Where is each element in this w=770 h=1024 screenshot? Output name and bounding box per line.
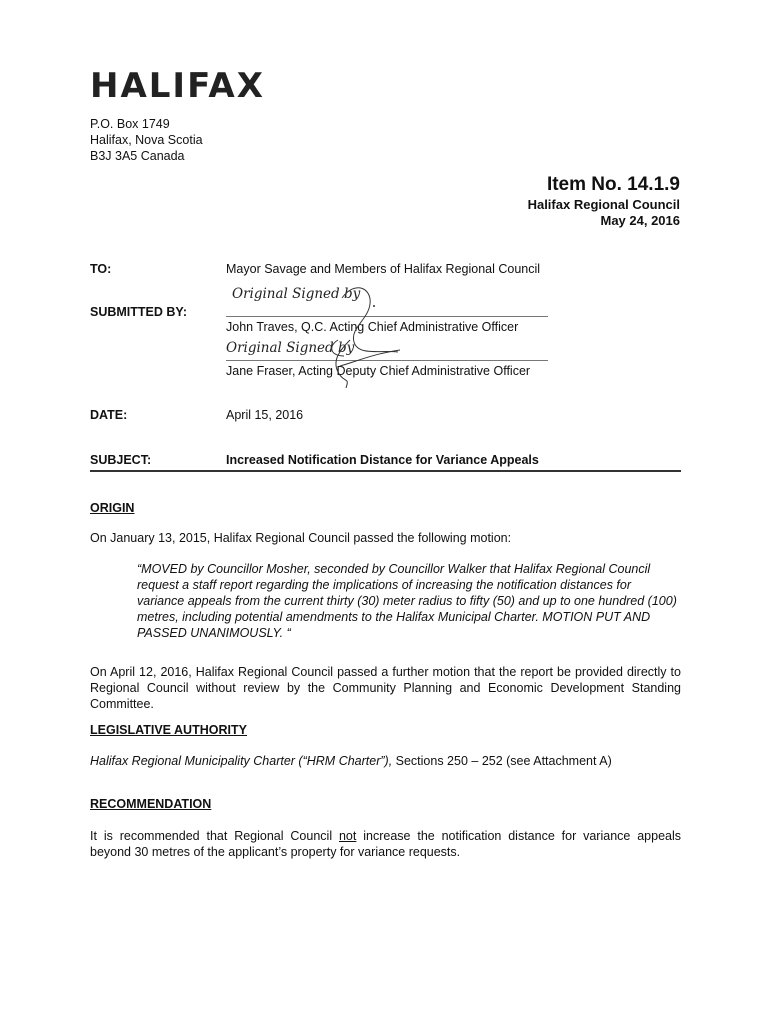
halifax-logo: HALIFAX: [90, 66, 265, 106]
date-value: April 15, 2016: [226, 408, 304, 422]
date-label: DATE:: [90, 408, 128, 422]
subject-label: SUBJECT:: [90, 453, 152, 467]
signature-1: Original Signed by: [232, 286, 361, 302]
origin-heading: ORIGIN: [90, 501, 135, 515]
recommendation-paragraph: [90, 828, 681, 860]
meeting-date: May 24, 2016: [600, 213, 680, 228]
recommendation-not: not: [338, 829, 357, 843]
motion-line: request a staff report regarding the implications of increasing the notification distances for: [137, 578, 632, 592]
legislative-paragraph: [90, 753, 681, 769]
to-value: Mayor Savage and Members of Halifax Regional Council: [226, 262, 541, 276]
charter-title: Halifax Regional Municipality Charter (“HRM Charter”),: [90, 754, 393, 768]
recommendation-heading: RECOMMENDATION: [90, 797, 212, 811]
signature-2: Original Signed by: [226, 340, 355, 356]
submitter-2: Jane Fraser, Acting Deputy Chief Administrative Officer: [226, 364, 531, 378]
motion-line: PASSED UNANIMOUSLY. “: [137, 626, 291, 640]
origin-intro: On January 13, 2015, Halifax Regional Council passed the following motion:: [90, 531, 512, 545]
mailing-address: [90, 116, 203, 164]
charter-sections: Sections 250 – 252 (see Attachment A): [392, 754, 612, 768]
motion-line: variance appeals from the current thirty (30) meter radius to fifty (50) and up to one hundred (100): [137, 594, 677, 608]
to-label: TO:: [90, 262, 112, 276]
council-block: [528, 197, 680, 229]
motion-quote: [137, 561, 682, 641]
address-line: P.O. Box 1749: [90, 117, 170, 131]
item-number: Item No. 14.1.9: [546, 174, 680, 195]
submitted-by-label: SUBMITTED BY:: [90, 305, 187, 319]
submitter-1: John Traves, Q.C. Acting Chief Administrative Officer: [226, 320, 519, 334]
address-line: Halifax, Nova Scotia: [90, 133, 203, 147]
recommendation-text: increase the notification distance for variance appeals beyond 30 metres of the applicant’s property for variance requests.: [90, 829, 682, 859]
council-name: Halifax Regional Council: [527, 197, 680, 212]
recommendation-text: It is recommended that Regional Council: [90, 829, 339, 843]
address-line: B3J 3A5 Canada: [90, 149, 185, 163]
legislative-heading: LEGISLATIVE AUTHORITY: [90, 723, 247, 737]
april-motion-paragraph: On April 12, 2016, Halifax Regional Council passed a further motion that the report be provided directly to Regional Council without review by the Community Planning and Economic Development Standing Committee.: [90, 665, 681, 711]
motion-line: “MOVED by Councillor Mosher, seconded by Councillor Walker that Halifax Regional Council: [137, 562, 651, 576]
header-divider: [90, 470, 681, 472]
subject-value: Increased Notification Distance for Variance Appeals: [226, 453, 539, 467]
signature-scribble: [310, 280, 430, 400]
motion-line: metres, including potential amendments to the Halifax Municipal Charter. MOTION PUT AND: [137, 610, 651, 624]
